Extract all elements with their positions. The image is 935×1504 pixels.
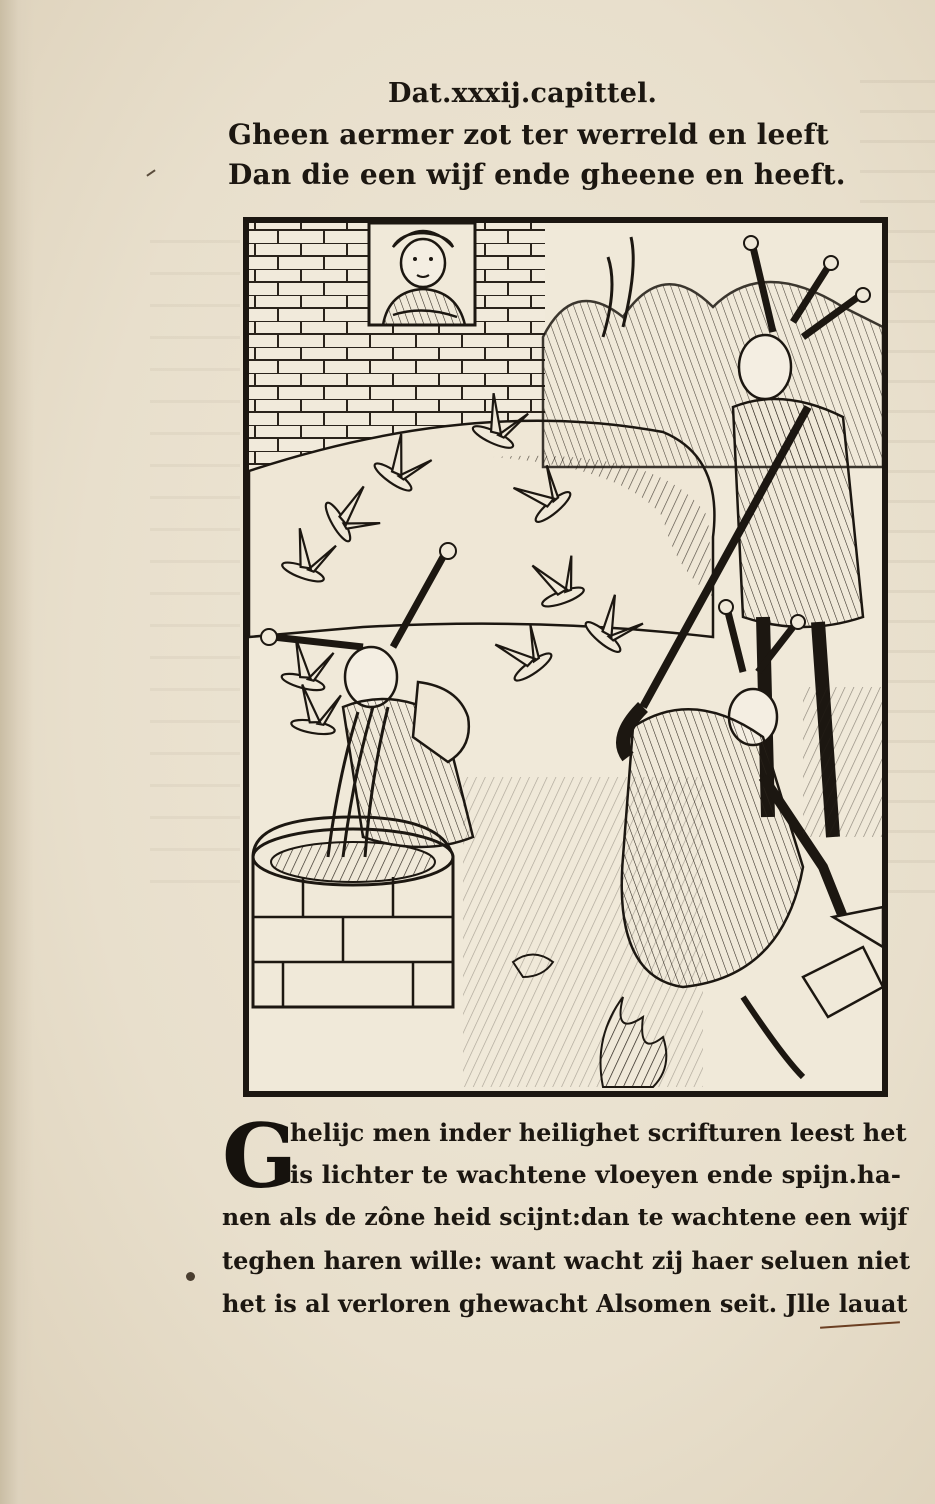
body-line-3: nen als de zône heid scijnt:dan te wachtene een wijf xyxy=(222,1203,908,1231)
ground-shading-right xyxy=(803,687,883,837)
ground-shading xyxy=(463,777,703,1087)
gutter-shadow xyxy=(0,0,34,1504)
show-through-left xyxy=(150,240,240,900)
brick-wall-left xyxy=(249,223,369,471)
motto-line-2: Dan die een wijf ende gheene en heeft. xyxy=(228,158,846,191)
manuscript-underline xyxy=(820,1321,900,1329)
drop-cap-initial: G xyxy=(222,1104,298,1208)
body-line-4: teghen haren wille: want wacht zij haer seluen niet xyxy=(222,1246,911,1275)
body-line-5: het is al verloren ghewacht Alsomen seit. Jlle lauat xyxy=(222,1289,908,1318)
ink-spot xyxy=(186,1272,195,1281)
margin-mark xyxy=(146,169,155,176)
chapter-heading: Dat.xxxij.capittel. xyxy=(388,78,658,109)
body-line-1: helijc men inder heilighet scrifturen leest het xyxy=(290,1118,907,1147)
body-line-2: is lichter te wachtene vloeyen ende spijn.ha- xyxy=(290,1160,901,1189)
motto-line-1: Gheen aermer zot ter werreld en leeft xyxy=(228,118,829,151)
woodcut-illustration xyxy=(243,217,888,1097)
